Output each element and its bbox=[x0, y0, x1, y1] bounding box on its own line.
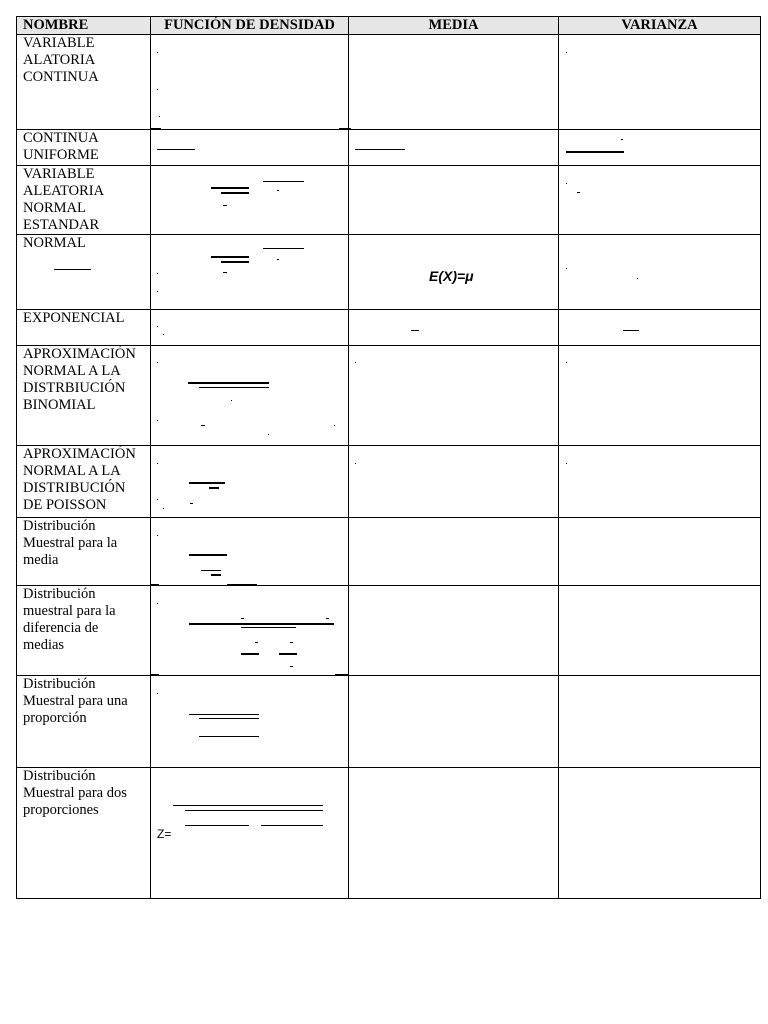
row-name: Distribución Muestral para dos proporciones bbox=[23, 768, 127, 818]
varianza-cell bbox=[559, 235, 761, 310]
formula-line bbox=[209, 487, 219, 489]
varianza-cell bbox=[559, 586, 761, 676]
row-name-cell bbox=[17, 310, 151, 346]
table-row bbox=[17, 35, 761, 130]
normal-media-formula: E(X)=μ bbox=[429, 268, 474, 284]
formula-mark bbox=[157, 499, 158, 500]
formula-mark bbox=[157, 326, 158, 327]
formula-mark bbox=[159, 116, 160, 117]
formula-mark bbox=[157, 603, 158, 604]
density-cell bbox=[151, 130, 349, 166]
formula-line bbox=[263, 248, 304, 249]
row-name: Distribución muestral para la diferencia de medias bbox=[23, 586, 116, 653]
formula-line bbox=[290, 642, 293, 643]
formula-line bbox=[263, 181, 304, 182]
table-row bbox=[17, 130, 761, 166]
varianza-cell bbox=[559, 346, 761, 446]
formula-line bbox=[199, 736, 259, 737]
formula-line bbox=[221, 261, 249, 263]
formula-line bbox=[279, 653, 297, 655]
varianza-cell bbox=[559, 166, 761, 235]
row-name-cell bbox=[17, 586, 151, 676]
row-name-cell bbox=[17, 676, 151, 768]
formula-mark bbox=[268, 434, 269, 435]
formula-line bbox=[277, 190, 279, 191]
formula-line bbox=[189, 482, 225, 484]
row-name: EXPONENCIAL bbox=[23, 310, 125, 326]
formula-line bbox=[199, 387, 269, 388]
formula-line bbox=[326, 618, 329, 619]
formula-mark bbox=[231, 400, 232, 401]
formula-line bbox=[355, 149, 405, 150]
formula-mark bbox=[334, 425, 335, 426]
formula-line bbox=[621, 139, 623, 140]
varianza-cell bbox=[559, 310, 761, 346]
formula-line bbox=[223, 205, 227, 206]
media-cell bbox=[349, 586, 559, 676]
formula-mark bbox=[163, 508, 164, 509]
formula-mark bbox=[355, 463, 356, 464]
formula-mark bbox=[566, 183, 567, 184]
formula-line bbox=[189, 714, 259, 715]
row-name-cell bbox=[17, 446, 151, 518]
row-name-cell bbox=[17, 130, 151, 166]
row-name-cell bbox=[17, 346, 151, 446]
formula-line bbox=[255, 642, 258, 643]
formula-line bbox=[411, 330, 419, 331]
formula-line bbox=[189, 623, 334, 625]
row-name-cell bbox=[17, 166, 151, 235]
formula-line bbox=[241, 653, 259, 655]
formula-line bbox=[189, 554, 227, 556]
table-row bbox=[17, 166, 761, 235]
formula-line bbox=[190, 503, 193, 504]
formula-line bbox=[261, 825, 323, 826]
formula-mark bbox=[157, 535, 158, 536]
table-row bbox=[17, 310, 761, 346]
row-name: NORMAL bbox=[23, 235, 86, 251]
table-row bbox=[17, 235, 761, 310]
formula-line bbox=[241, 618, 244, 619]
varianza-cell bbox=[559, 518, 761, 586]
row-name: VARIABLE ALATORIA CONTINUA bbox=[23, 35, 99, 85]
table-row bbox=[17, 676, 761, 768]
formula-line bbox=[290, 666, 293, 667]
row-name: CONTINUA UNIFORME bbox=[23, 130, 99, 163]
varianza-cell bbox=[559, 676, 761, 768]
formula-mark bbox=[163, 334, 164, 335]
formula-mark bbox=[157, 420, 158, 421]
formula-mark bbox=[637, 278, 638, 279]
header-media: MEDIA bbox=[349, 17, 559, 35]
density-cell bbox=[151, 35, 349, 130]
z-label: Z= bbox=[157, 827, 172, 841]
media-cell bbox=[349, 446, 559, 518]
media-cell bbox=[349, 310, 559, 346]
density-cell bbox=[151, 446, 349, 518]
formula-line bbox=[211, 256, 249, 258]
formula-line bbox=[201, 425, 205, 426]
media-cell bbox=[349, 35, 559, 130]
formula-line bbox=[199, 718, 259, 719]
row-name-cell bbox=[17, 35, 151, 130]
density-cell bbox=[151, 518, 349, 586]
media-cell bbox=[349, 768, 559, 899]
formula-mark bbox=[566, 52, 567, 53]
distributions-table bbox=[16, 16, 761, 899]
formula-mark bbox=[157, 362, 158, 363]
density-cell bbox=[151, 310, 349, 346]
formula-mark bbox=[157, 291, 158, 292]
density-cell bbox=[151, 768, 349, 899]
media-cell bbox=[349, 676, 559, 768]
formula-line bbox=[173, 805, 323, 806]
media-cell bbox=[349, 346, 559, 446]
formula-line bbox=[277, 259, 279, 260]
table-row bbox=[17, 446, 761, 518]
formula-line bbox=[623, 330, 639, 331]
varianza-cell bbox=[559, 130, 761, 166]
formula-mark bbox=[566, 362, 567, 363]
formula-line bbox=[221, 192, 249, 194]
header-row bbox=[17, 17, 761, 35]
formula-line bbox=[211, 574, 221, 576]
formula-mark bbox=[157, 273, 158, 274]
formula-line bbox=[185, 825, 249, 826]
formula-mark bbox=[157, 52, 158, 53]
formula-mark bbox=[566, 463, 567, 464]
varianza-cell bbox=[559, 35, 761, 130]
formula-line bbox=[577, 192, 580, 193]
row-name: APROXIMACIÓN NORMAL A LA DISTRIBUCIÓN DE POISSON bbox=[23, 446, 136, 513]
density-cell bbox=[151, 166, 349, 235]
table-row bbox=[17, 518, 761, 586]
formula-line bbox=[201, 570, 221, 571]
density-cell bbox=[151, 235, 349, 310]
media-cell bbox=[349, 235, 559, 310]
formula-mark bbox=[157, 89, 158, 90]
header-varianza: VARIANZA bbox=[559, 17, 761, 35]
row-name: APROXIMACIÓN NORMAL A LA DISTRBIUCIÓN BINOMIAL bbox=[23, 346, 136, 413]
table-row bbox=[17, 586, 761, 676]
header-funcion: FUNCIÓN DE DENSIDAD bbox=[151, 17, 349, 35]
formula-mark bbox=[355, 362, 356, 363]
formula-line bbox=[54, 269, 91, 270]
formula-mark bbox=[566, 268, 567, 269]
table-row bbox=[17, 768, 761, 899]
row-name-cell bbox=[17, 518, 151, 586]
formula-line bbox=[223, 272, 227, 273]
header-nombre: NOMBRE bbox=[17, 17, 151, 35]
density-cell bbox=[151, 586, 349, 676]
formula-mark bbox=[157, 693, 158, 694]
density-cell bbox=[151, 346, 349, 446]
table-row bbox=[17, 346, 761, 446]
formula-line bbox=[185, 810, 323, 811]
row-name: Distribución Muestral para una proporción bbox=[23, 676, 128, 726]
formula-mark bbox=[157, 463, 158, 464]
varianza-cell bbox=[559, 446, 761, 518]
media-cell bbox=[349, 518, 559, 586]
row-name-cell bbox=[17, 768, 151, 899]
row-name: Distribución Muestral para la media bbox=[23, 518, 118, 568]
row-name-cell bbox=[17, 235, 151, 310]
formula-line bbox=[157, 149, 195, 150]
formula-line bbox=[211, 187, 249, 189]
formula-line bbox=[241, 627, 296, 628]
media-cell bbox=[349, 166, 559, 235]
media-cell bbox=[349, 130, 559, 166]
density-cell bbox=[151, 676, 349, 768]
formula-line bbox=[566, 151, 624, 153]
varianza-cell bbox=[559, 768, 761, 899]
formula-line bbox=[188, 382, 269, 384]
row-name: VARIABLE ALEATORIA NORMAL ESTANDAR bbox=[23, 166, 105, 233]
